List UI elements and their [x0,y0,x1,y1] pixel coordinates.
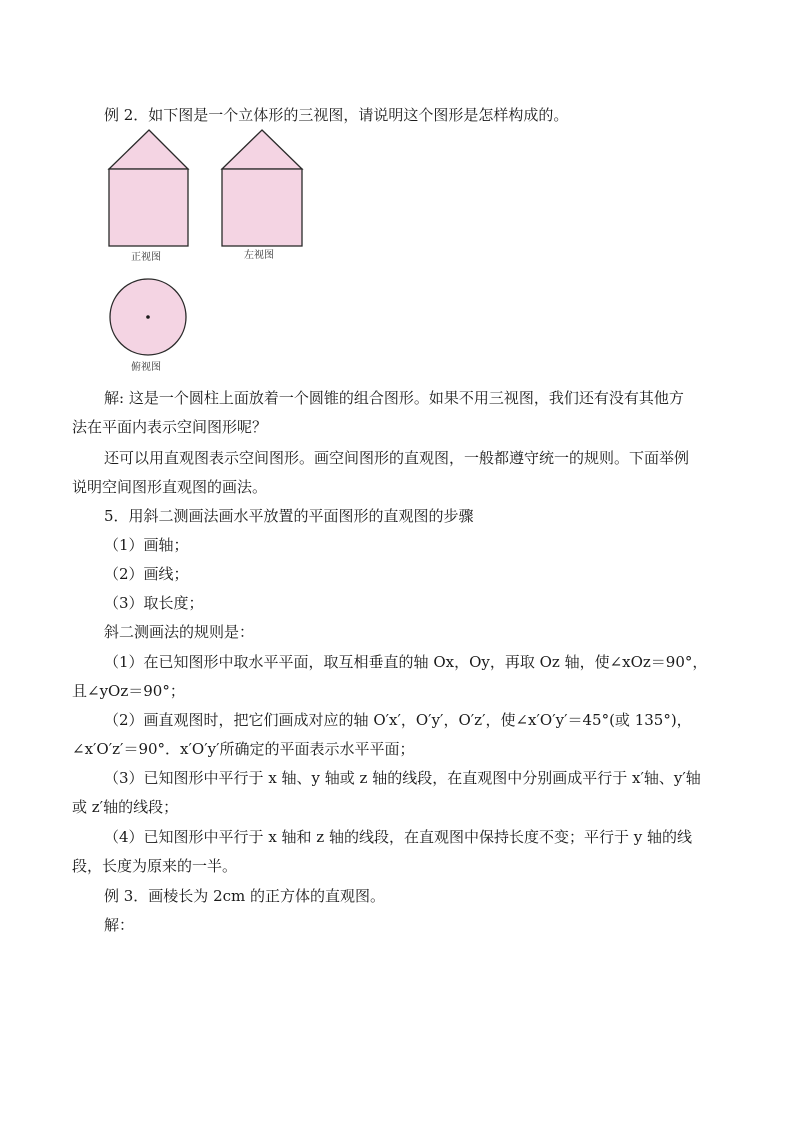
left-view-cone-triangle [222,130,302,169]
rule-4-line-1: （4）已知图形中平行于 x 轴和 z 轴的线段，在直观图中保持长度不变；平行于 y 轴的线 [104,828,692,846]
left-view-cylinder-rect [222,169,302,246]
top-view-figure [107,276,189,358]
intro-line-1: 还可以用直观图表示空间图形。画空间图形的直观图，一般都遵守统一的规则。下面举例 [104,449,690,467]
step-3: （3）取长度； [104,594,204,612]
left-view-figure [218,128,308,248]
step-2: （2）画线； [104,565,189,583]
solution-line-1: 解: 这是一个圆柱上面放着一个圆锥的组合图形。如果不用三视图，我们还有没有其他方 [104,389,684,407]
front-view-figure [105,128,195,248]
top-view-label: 俯视图 [131,362,161,373]
answer-label: 解： [104,916,135,934]
top-view-center-dot [146,315,150,319]
left-view-label: 左视图 [244,250,274,261]
front-view-cylinder-rect [109,169,188,246]
example-3-heading: 例 3．画棱长为 2cm 的正方体的直观图。 [104,887,386,905]
section-5-title: 5．用斜二测画法画水平放置的平面图形的直观图的步骤 [104,507,474,525]
rule-2-line-1: （2）画直观图时，把它们画成对应的轴 O′x′，O′y′，O′z′，使∠x′O′y′＝45°(或 135°)， [104,711,692,729]
solution-line-2: 法在平面内表示空间图形呢？ [72,418,268,436]
rule-2-line-2: ∠x′O′z′＝90°．x′O′y′所确定的平面表示水平平面； [72,740,415,758]
rules-title: 斜二测画法的规则是： [104,623,255,641]
front-view-label: 正视图 [131,252,161,263]
rule-3-line-1: （3）已知图形中平行于 x 轴、y 轴或 z 轴的线段，在直观图中分别画成平行于 x′轴、y′轴 [104,769,701,787]
rule-1-line-1: （1）在已知图形中取水平平面，取互相垂直的轴 Ox，Oy，再取 Oz 轴，使∠xOz＝90°， [104,653,708,671]
rule-4-line-2: 段，长度为原来的一半。 [72,857,238,875]
step-1: （1）画轴； [104,536,189,554]
rule-3-line-2: 或 z′轴的线段； [72,798,179,816]
rule-1-line-2: 且∠yOz＝90°； [72,682,185,700]
front-view-cone-triangle [109,130,188,169]
example-2-heading: 例 2．如下图是一个立体形的三视图，请说明这个图形是怎样构成的。 [104,106,569,124]
intro-line-2: 说明空间图形直观图的画法。 [72,478,268,496]
